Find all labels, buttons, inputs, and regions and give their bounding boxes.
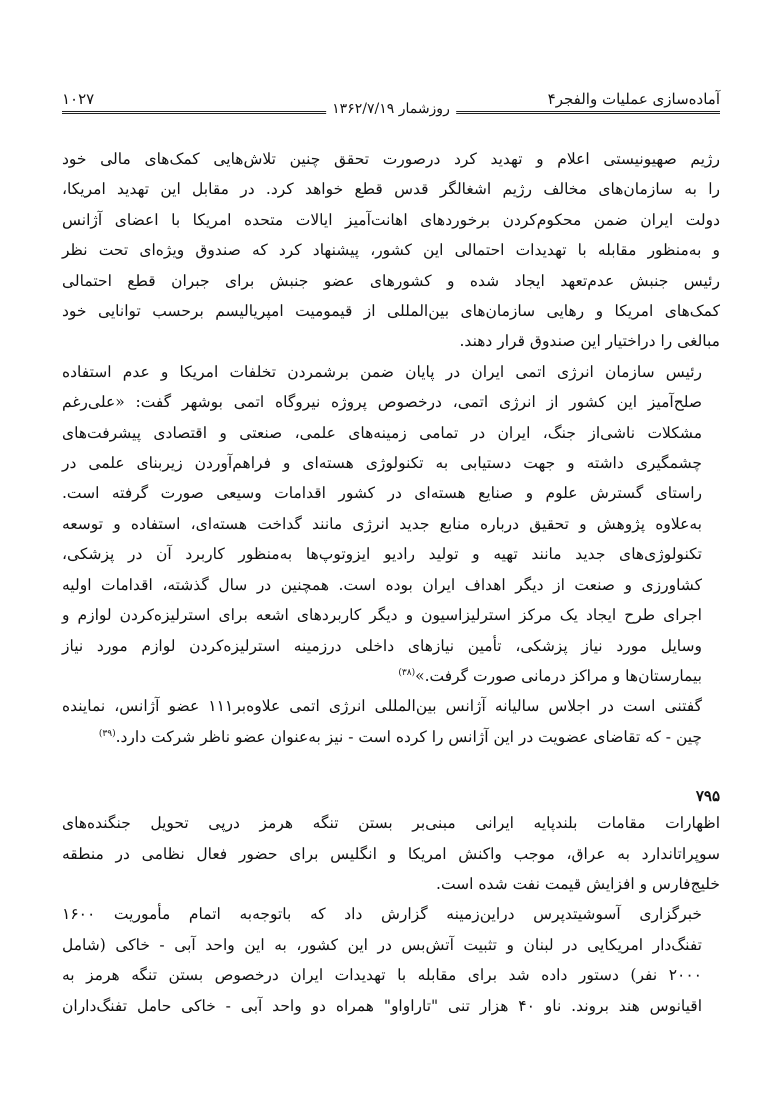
running-header bbox=[62, 88, 720, 122]
text-line: به‌علاوه پژوهش و تحقیق درباره منابع جدید انرژی مانند گداخت هسته‌ای، استفاده و توسعه bbox=[62, 514, 702, 533]
footnote-marker: (۳۸) bbox=[398, 667, 416, 678]
text-line: کمک‌های امریکا و رهایی سازمان‌های بین‌المللی از قیمومیت امپریالیسم برحسب توانایی خود bbox=[62, 302, 720, 321]
page-number: ۱۰۲۷ bbox=[62, 90, 95, 108]
paragraph-3 bbox=[62, 691, 720, 752]
text-line: و به‌منظور مقابله با تهدیدات احتمالی این کشور، پیشنهاد کرد که صندوق ویژه‌ای تحت نظر bbox=[62, 241, 720, 260]
text-line: راستای گسترش علوم و صنایع هسته‌ای در کشور اقدامات وسیعی صورت گرفته است. bbox=[62, 484, 702, 503]
text-line: تفنگ‌دار امریکایی در لبنان و تثبیت آتش‌بس در این کشور، به این واحد آبی - خاکی (شامل bbox=[62, 935, 702, 954]
text-line: تکنولوژی‌های جدید مانند تهیه و تولید رادیو ایزوتوپ‌ها به‌منظور کاربرد آن در پزشکی، bbox=[62, 545, 702, 564]
footnote-marker: (۳۹) bbox=[98, 728, 116, 739]
body-text bbox=[62, 144, 720, 1021]
text-line: اظهارات مقامات بلندپایه ایرانی مبنی‌بر بستن تنگه هرمز درپی تحویل جنگنده‌های bbox=[62, 814, 720, 833]
text-line: گفتنی است در اجلاس سالیانه آژانس بین‌المللی انرژی اتمی علاوه‌بر۱۱۱ عضو آژانس، نماینده bbox=[62, 697, 702, 716]
text-line: چشمگیری داشته و جهت دستیابی به تکنولوژی هسته‌ای و فراهم‌آوردن زیربنای علمی در bbox=[62, 454, 702, 473]
text-line: رئیس جنبش عدم‌تعهد ایجاد شده و کشورهای عضو جنبش برای جبران قطع احتمالی bbox=[62, 271, 720, 290]
paragraph-1 bbox=[62, 144, 720, 357]
text-line: بیمارستان‌ها و مراکز درمانی صورت گرفت.»$^{(۳۸)}$ bbox=[398, 666, 702, 685]
text-line: خبرگزاری آسوشیتدپرس دراین‌زمینه گزارش داد که باتوجه‌به اتمام مأموریت ۱۶۰۰ bbox=[62, 905, 702, 924]
text-line: را به سازمان‌های مخالف رژیم اشغالگر قدس قطع خواهد کرد. در مقابل این تهدید امریکا، bbox=[62, 180, 720, 199]
chronicle-date: روزشمار ۱۳۶۲/۷/۱۹ bbox=[326, 99, 456, 119]
paragraph-4 bbox=[62, 808, 720, 899]
text-line: سوپراتاندارد به عراق، موجب واکنش امریکا و انگلیس برای حضور فعال نظامی در منطقه bbox=[62, 844, 720, 863]
text-line: اقیانوس هند بروند. ناو ۴۰ هزار تنی "تاراواو" همراه دو واحد آبی - خاکی حامل تفنگ‌داران bbox=[62, 996, 703, 1015]
text-line: مبالغی را دراختیار این صندوق قرار دهند. bbox=[459, 332, 720, 351]
text-line: چین - که تقاضای عضویت در این آژانس را کرده است - نیز به‌عنوان عضو ناظر شرکت دارد.$^{(۳۹)}$ bbox=[98, 727, 702, 746]
paragraph-5 bbox=[62, 899, 720, 1021]
text-line: وسایل مورد نیاز پزشکی، تأمین نیازهای داخلی درزمینه استرلیزه‌کردن لوازم مورد نیاز bbox=[62, 636, 702, 655]
book-title: آماده‌سازی عملیات والفجر۴ bbox=[547, 90, 720, 108]
paragraph-2 bbox=[62, 357, 720, 691]
text-line: کشاورزی و صنعت از دیگر اهداف ایران بوده است. همچنین در سال گذشته، اقدامات اولیه bbox=[62, 575, 702, 594]
text-line: خلیج‌فارس و افزایش قیمت نفت شده است. bbox=[436, 874, 720, 893]
text-line: مشکلات ناشی‌از جنگ، ایران در تمامی زمینه‌های علمی، صنعتی و اقتصادی پیشرفت‌های bbox=[62, 423, 702, 442]
text-line: ۲۰۰۰ نفر) دستور داده شد برای مقابله با تهدیدات ایران درخصوص بستن تنگه هرمز به bbox=[62, 966, 702, 985]
document-page bbox=[62, 88, 720, 1021]
text-line: دولت ایران ضمن محکوم‌کردن برخوردهای اهانت‌آمیز ایالات متحده امریکا با اعضای آژانس bbox=[62, 210, 720, 229]
text-line: صلح‌آمیز این کشور از انرژی اتمی، درخصوص پروژه نیروگاه اتمی بوشهر گفت: «علی‌رغم bbox=[62, 393, 702, 412]
text-line: رژیم صهیونیستی اعلام و تهدید کرد درصورت تحقق چنین تلاش‌هایی کمک‌های مالی خود bbox=[62, 150, 720, 168]
entry-number: ۷۹۵ bbox=[695, 787, 720, 806]
text-line: رئیس سازمان انرژی اتمی ایران در پایان ضمن برشمردن تخلفات امریکا و عدم استفاده bbox=[62, 362, 702, 381]
text-line: اجرای طرح ایجاد یک مرکز استرلیزاسیون و دیگر کاربردهای اشعه برای استرلیزه‌کردن لوازم و bbox=[62, 606, 702, 625]
